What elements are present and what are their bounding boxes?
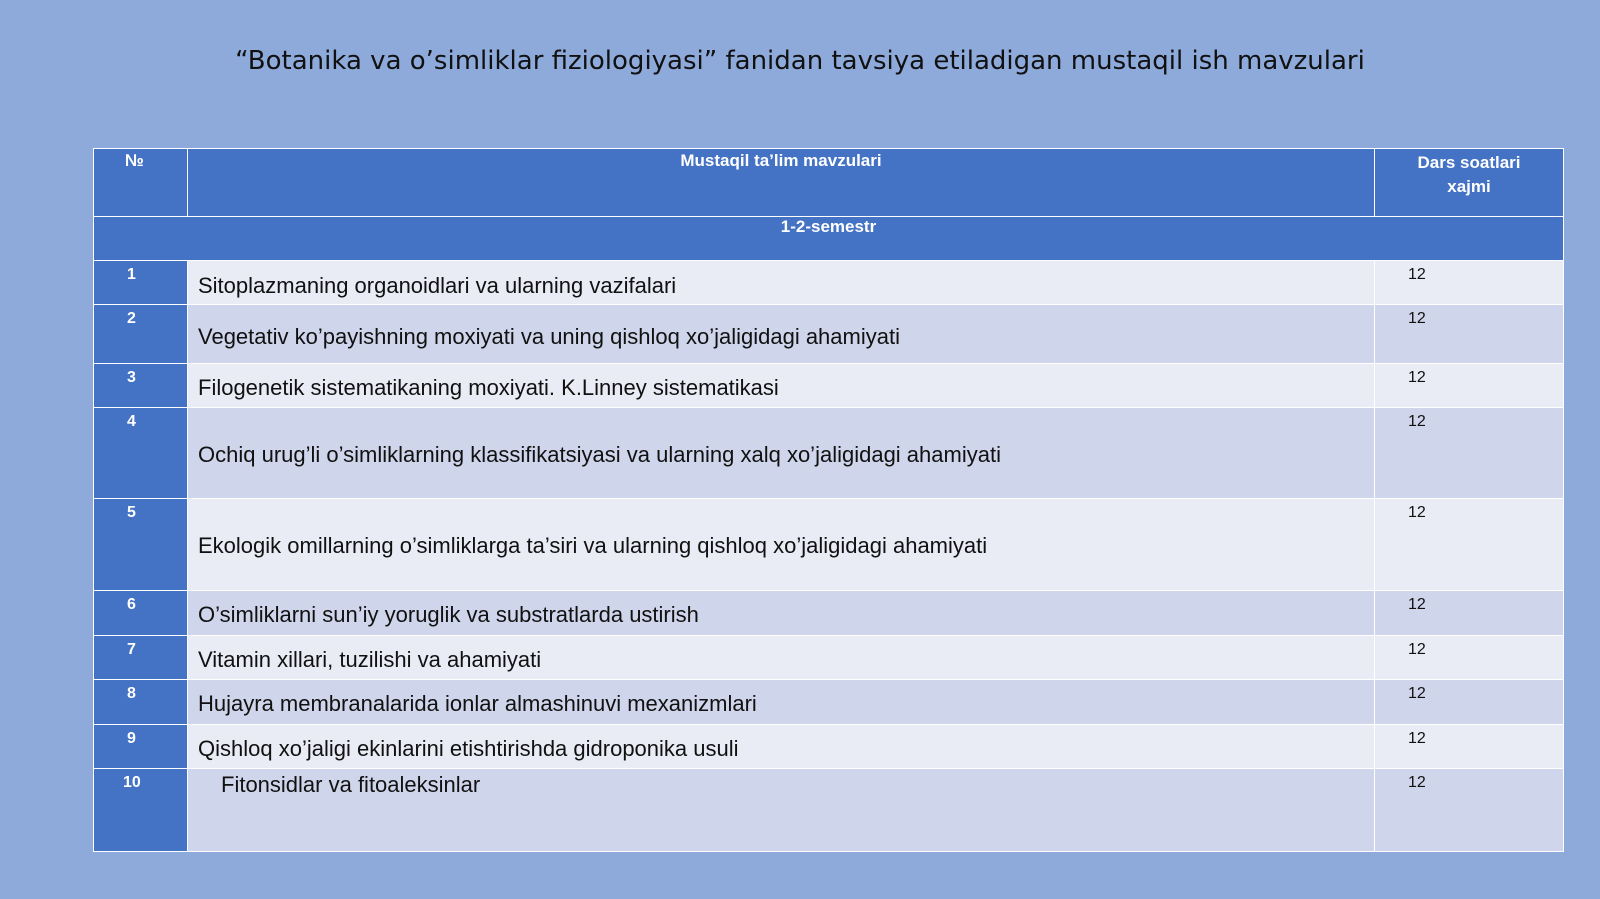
row-number: 3	[94, 364, 188, 408]
row-topic	[188, 305, 1375, 364]
header-hours-line1: Dars soatlari	[1417, 153, 1521, 172]
table-header-row	[94, 149, 1564, 217]
row-topic	[188, 408, 1375, 499]
row-number: 6	[94, 591, 188, 636]
row-topic	[188, 725, 1375, 769]
row-number: 9	[94, 725, 188, 769]
row-topic-text: Hujayra membranalarida ionlar almashinuvi mexanizmlari	[198, 691, 757, 716]
row-hours: 12	[1375, 769, 1564, 852]
row-topic-text: Vegetativ ko’payishning moxiyati va uning qishloq xo’jaligidagi ahamiyati	[198, 324, 900, 349]
row-hours: 12	[1375, 305, 1564, 364]
row-hours: 12	[1375, 680, 1564, 725]
row-topic-text: Ekologik omillarning o’simliklarga ta’siri va ularning qishloq xo’jaligidagi ahamiyati	[198, 533, 988, 558]
table-row	[94, 364, 1564, 408]
row-number: 10	[94, 769, 188, 852]
row-number: 7	[94, 636, 188, 680]
row-hours: 12	[1375, 261, 1564, 305]
row-topic-text: Sitoplazmaning organoidlari va ularning vazifalari	[198, 273, 677, 298]
table-row	[94, 769, 1564, 852]
row-hours: 12	[1375, 364, 1564, 408]
row-hours: 12	[1375, 636, 1564, 680]
header-hours	[1375, 149, 1564, 217]
table-row	[94, 305, 1564, 364]
row-hours: 12	[1375, 408, 1564, 499]
row-topic	[188, 591, 1375, 636]
row-topic	[188, 680, 1375, 725]
topics-table	[93, 148, 1564, 852]
row-number: 4	[94, 408, 188, 499]
header-hours-line2: xajmi	[1447, 177, 1491, 196]
table-row	[94, 261, 1564, 305]
row-topic	[188, 364, 1375, 408]
slide-title: “Botanika va o’simliklar fiziologiyasi” fanidan tavsiya etiladigan mustaqil ish mavzulari	[235, 46, 1365, 76]
row-number: 2	[94, 305, 188, 364]
table-row	[94, 725, 1564, 769]
table-row	[94, 499, 1564, 591]
row-topic-text: O’simliklarni sun’iy yoruglik va substratlarda ustirish	[198, 602, 699, 627]
table-row	[94, 408, 1564, 499]
row-number: 5	[94, 499, 188, 591]
row-topic-text: Ochiq urug’li o’simliklarning klassifikatsiyasi va ularning xalq xo’jaligidagi ahamiyati	[198, 442, 1001, 467]
row-topic-text: Qishloq xo’jaligi ekinlarini etishtirishda gidroponika usuli	[198, 736, 739, 761]
row-topic-text: Vitamin xillari, tuzilishi va ahamiyati	[198, 647, 542, 672]
row-topic-text: Fitonsidlar va fitoaleksinlar	[221, 772, 481, 797]
header-topic: Mustaqil ta’lim mavzulari	[188, 149, 1375, 217]
row-topic	[188, 261, 1375, 305]
table-row	[94, 680, 1564, 725]
row-topic-text: Filogenetik sistematikaning moxiyati. K.Linney sistematikasi	[198, 375, 779, 400]
row-topic	[188, 636, 1375, 680]
row-number: 1	[94, 261, 188, 305]
row-topic	[188, 499, 1375, 591]
row-hours: 12	[1375, 591, 1564, 636]
header-number: №	[94, 149, 188, 217]
row-number: 8	[94, 680, 188, 725]
row-hours: 12	[1375, 499, 1564, 591]
semester-label: 1-2-semestr	[94, 217, 1564, 261]
semester-row	[94, 217, 1564, 261]
table-row	[94, 591, 1564, 636]
row-hours: 12	[1375, 725, 1564, 769]
row-topic	[188, 769, 1375, 852]
table-row	[94, 636, 1564, 680]
